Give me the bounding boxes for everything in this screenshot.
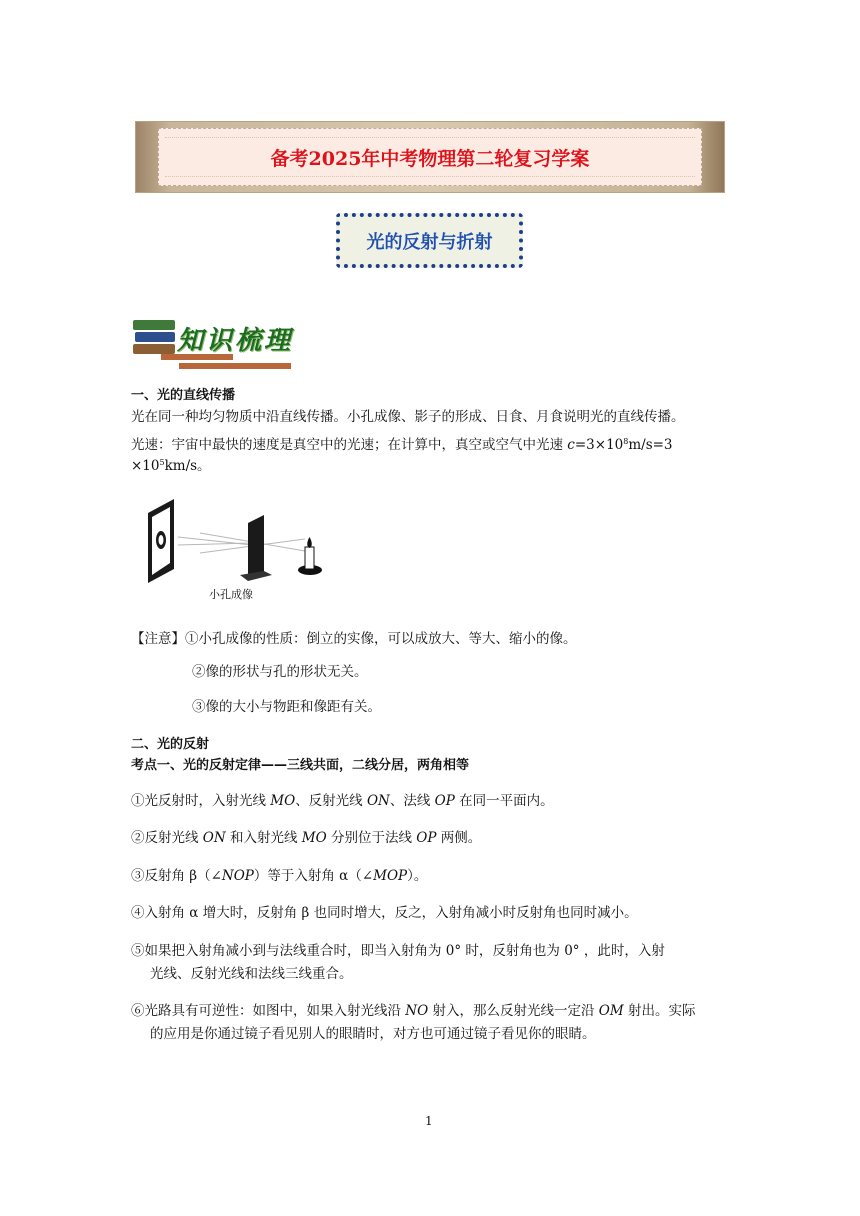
book-icon (135, 332, 175, 342)
logo-underline (179, 363, 291, 369)
light-rays (178, 533, 305, 553)
book-icon (133, 344, 175, 354)
law-item-2: ②反射光线 ON 和入射光线 MO 分别位于法线 OP 两侧。 (131, 830, 482, 846)
law-item-4: ④入射角 α 增大时，反射角 β 也同时增大，反之，入射角减小时反射角也同时减小。 (131, 905, 638, 921)
section-heading-2: 二、光的反射 (131, 737, 210, 752)
law-item-1: ①光反射时，入射光线 MO、反射光线 ON、法线 OP 在同一平面内。 (131, 793, 554, 809)
document-title: 备考2025年中考物理第二轮复习学案 (270, 147, 590, 170)
section-logo-text: 知识梳理 (177, 326, 294, 356)
law-item-6-cont: 的应用是你通过镜子看见别人的眼睛时，对方也可通过镜子看见你的眼睛。 (150, 1026, 596, 1042)
candle-icon (298, 537, 322, 575)
title-banner (135, 121, 725, 193)
screen-icon (148, 499, 174, 583)
note-item-1: 【注意】①小孔成像的性质：倒立的实像，可以成放大、等大、缩小的像。 (131, 631, 577, 647)
book-icon (133, 320, 175, 330)
figure-caption: 小孔成像 (209, 588, 253, 601)
paragraph-light-speed-cont: $\times 10^5km/s$。 (131, 458, 211, 474)
section-heading-1: 一、光的直线传播 (131, 388, 236, 403)
topic-box (336, 213, 523, 268)
page-number: 1 (425, 1114, 433, 1128)
paragraph-light-speed: 光速：宇宙中最快的速度是真空中的光速；在计算中，真空或空气中光速 $c=3\times 10^8m/s=3$ (131, 437, 673, 453)
law-item-3: ③反射角 β（∠NOP）等于入射角 α（∠MOP）。 (131, 868, 428, 884)
pinhole-imaging-figure (140, 495, 340, 585)
title-banner-inner (158, 128, 702, 186)
paragraph: 光在同一种均匀物质中沿直线传播。小孔成像、影子的形成、日食、月食说明光的直线传播。 (131, 409, 685, 425)
knowledge-section-logo (133, 318, 295, 376)
law-item-6: ⑥光路具有可逆性：如图中，如果入射光线沿 NO 射入，那么反射光线一定沿 OM 射出。实际 (131, 1003, 696, 1019)
note-item-3: ③像的大小与物距和像距有关。 (192, 699, 381, 715)
pinhole-barrier-icon (240, 515, 272, 581)
note-item-2: ②像的形状与孔的形状无关。 (192, 664, 368, 680)
law-item-5: ⑤如果把入射角减小到与法线重合时，即当入射角为 0° 时，反射角也为 0° ，此时，入射 (131, 943, 665, 959)
law-item-5-cont: 光线、反射光线和法线三线重合。 (150, 966, 353, 982)
subheading-reflection-law: 考点一、光的反射定律——三线共面，二线分居，两角相等 (131, 758, 470, 773)
topic-title: 光的反射与折射 (366, 231, 493, 253)
